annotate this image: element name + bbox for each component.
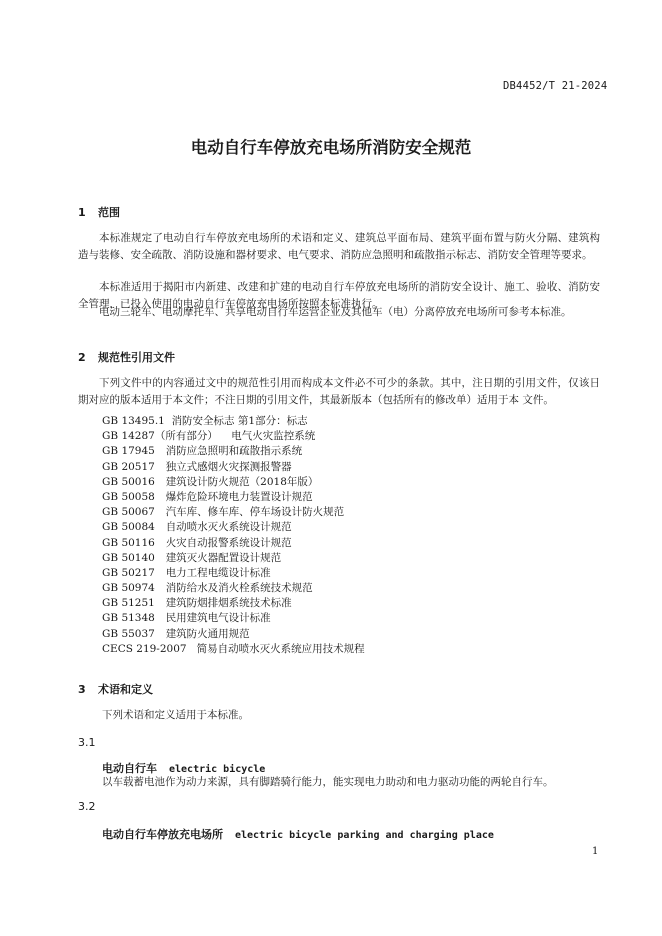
reference-name: 建筑防火通用规范 <box>165 627 250 640</box>
reference-name: 消防给水及消火栓系统技术规范 <box>165 582 313 595</box>
reference-code: GB 51348 <box>102 612 155 625</box>
reference-item <box>102 505 365 520</box>
reference-item <box>102 429 365 444</box>
term-3-1-number: 3.1 <box>78 736 96 749</box>
reference-item <box>102 490 365 505</box>
reference-item <box>102 444 365 459</box>
section-2-number: 2 <box>78 351 86 364</box>
reference-name: 建筑设计防火规范（2018年版） <box>165 475 319 488</box>
reference-item <box>102 611 365 626</box>
reference-name: 建筑防烟排烟系统技术标准 <box>165 597 292 610</box>
references-intro: 下列文件中的内容通过文中的规范性引用而构成本文件必不可少的条款。其中，注日期的引用文件，仅该日期对应的版本适用于本文件；不注日期的引用文件，其最新版本（包括所有的修改单）适用于本 文件。 <box>78 377 600 406</box>
reference-name: 自动喷水灭火系统设计规范 <box>165 521 292 534</box>
section-2-title: 规范性引用文件 <box>98 351 175 364</box>
reference-name: 独立式感烟火灾探测报警器 <box>165 460 292 473</box>
reference-code: GB 51251 <box>102 597 155 610</box>
reference-item <box>102 596 365 611</box>
reference-code: GB 55037 <box>102 627 155 640</box>
reference-item <box>102 536 365 551</box>
reference-item <box>102 414 365 429</box>
reference-code: GB 50016 <box>102 475 155 488</box>
section-3-title: 术语和定义 <box>98 683 153 696</box>
term-3-2-en: electric bicycle parking and charging place <box>235 830 494 841</box>
term-3-1-en: electric bicycle <box>169 764 266 775</box>
section-1-number: 1 <box>78 206 86 219</box>
doc-code: DB4452/T 21-2024 <box>503 80 608 92</box>
reference-code: GB 17945 <box>102 445 155 458</box>
reference-name: 电气火灾监控系统 <box>231 430 316 443</box>
section-3-number: 3 <box>78 683 86 696</box>
reference-code: GB 14287（所有部分） <box>102 430 218 443</box>
reference-item <box>102 642 365 657</box>
scope-paragraph-3: 电动三轮车、电动摩托车、共享电动自行车运营企业及其他车（电）分离停放充电场所可参考本标准。 <box>99 306 572 318</box>
reference-code: GB 50058 <box>102 490 155 503</box>
reference-code: GB 50217 <box>102 566 155 579</box>
section-1-heading <box>78 204 120 220</box>
reference-name: 火灾自动报警系统设计规范 <box>165 536 292 549</box>
term-3-2-heading <box>102 823 494 842</box>
reference-code: CECS 219-2007 <box>102 642 187 655</box>
reference-name: 汽车库、修车库、停车场设计防火规范 <box>165 506 345 519</box>
reference-item <box>102 460 365 475</box>
reference-item <box>102 627 365 642</box>
reference-name: 民用建筑电气设计标准 <box>165 612 271 625</box>
reference-item <box>102 475 365 490</box>
reference-item <box>102 581 365 596</box>
reference-name: 电力工程电缆设计标准 <box>165 566 271 579</box>
section-1-title: 范围 <box>98 206 120 219</box>
term-3-2-zh: 电动自行车停放充电场所 <box>102 828 223 841</box>
section-3-heading <box>78 681 153 697</box>
reference-name: 消防应急照明和疏散指示系统 <box>165 445 303 458</box>
term-3-1-definition: 以车载蓄电池作为动力来源，具有脚踏骑行能力，能实现电力助动和电力驱动功能的两轮自行车。 <box>102 776 554 788</box>
term-3-2-number: 3.2 <box>78 800 96 813</box>
reference-name: 爆炸危险环境电力装置设计规范 <box>165 490 313 503</box>
term-3-1-zh: 电动自行车 <box>102 762 157 775</box>
reference-code: GB 20517 <box>102 460 155 473</box>
reference-name: 消防安全标志 第1部分：标志 <box>171 415 308 427</box>
scope-paragraph-1: 本标准规定了电动自行车停放充电场所的术语和定义、建筑总平面布局、建筑平面布置与防火分隔、建筑构造与装修、安全疏散、消防设施和器材要求、电气要求、消防应急照明和疏散指示标志、消防安全管理等要求。 <box>78 232 600 261</box>
reference-code: GB 50116 <box>102 536 155 549</box>
document-title: 电动自行车停放充电场所消防安全规范 <box>190 138 472 157</box>
reference-item <box>102 551 365 566</box>
reference-name: 建筑灭火器配置设计规范 <box>165 551 282 564</box>
terms-intro: 下列术语和定义适用于本标准。 <box>102 709 249 721</box>
reference-code: GB 50067 <box>102 506 155 519</box>
reference-code: GB 50084 <box>102 521 155 534</box>
reference-code: GB 50140 <box>102 551 155 564</box>
reference-item <box>102 566 365 581</box>
section-2-heading <box>78 349 175 365</box>
reference-item <box>102 520 365 535</box>
reference-code: GB 13495.1 <box>102 415 165 427</box>
page-number: 1 <box>592 846 599 857</box>
reference-name: 简易自动喷水灭火系统应用技术规程 <box>196 642 365 655</box>
reference-list <box>102 414 365 657</box>
scope-paragraph-2: 本标准适用于揭阳市内新建、改建和扩建的电动自行车停放充电场所的消防安全设计、施工、验收、消防安全管理，已投入使用的电动自行车停放充电场所按照本标准执行。 <box>78 281 600 310</box>
reference-code: GB 50974 <box>102 582 155 595</box>
